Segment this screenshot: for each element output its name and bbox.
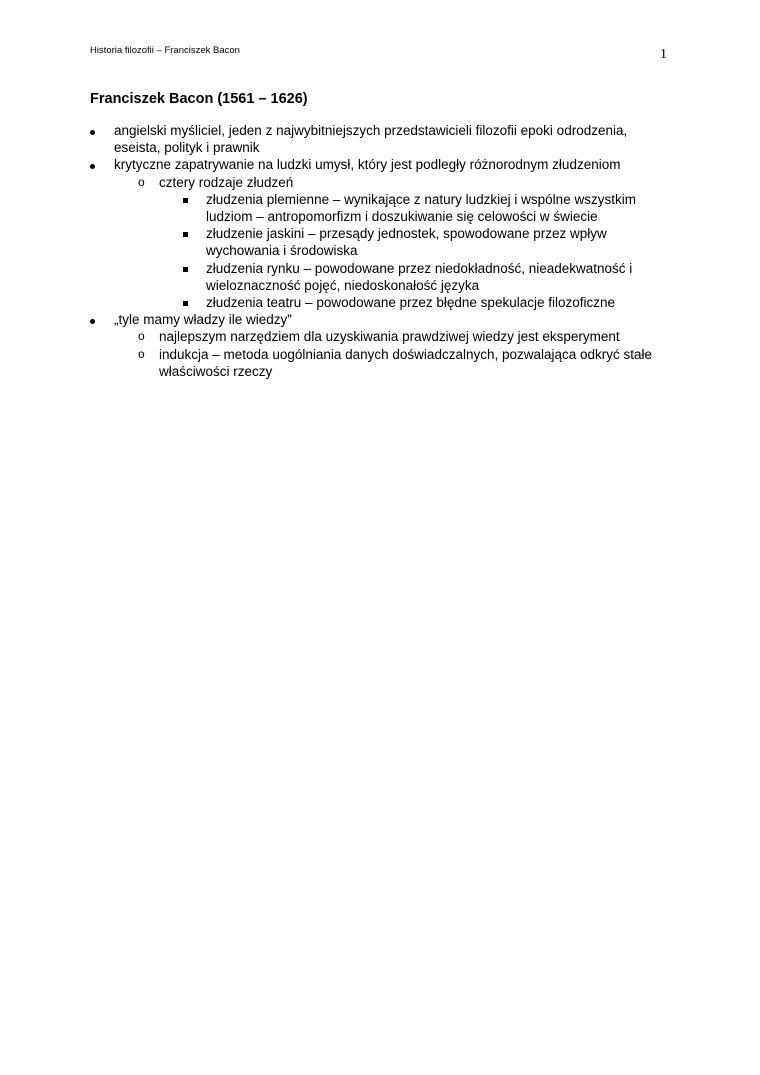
list-item-text: indukcja – metoda uogólniania danych doświadczalnych, pozwalająca odkryć stałe właściwości rzeczy: [159, 346, 653, 379]
list-item: [90, 156, 670, 173]
list-item-text: angielski myśliciel, jeden z najwybitniejszych przedstawicieli filozofii epoki odrodzenia, eseista, polityk i prawnik: [114, 123, 628, 156]
list-item-text: krytyczne zapatrywanie na ludzki umysł, który jest podległy różnorodnym złudzeniom: [114, 157, 621, 173]
list-item-text: złudzenia rynku – powodowane przez niedokładność, nieadekwatność i wieloznaczność pojęć, niedoskonałość języka: [206, 260, 633, 293]
list-item: [90, 328, 670, 345]
list-item-text: „tyle mamy władzy ile wiedzy”: [114, 312, 292, 328]
list-item-text: cztery rodzaje złudzeń: [159, 174, 294, 190]
bullet-icon: [90, 156, 100, 173]
list-item: [90, 294, 670, 311]
bullet-icon: [90, 311, 100, 328]
bullet-icon: [90, 122, 100, 139]
list-item: [90, 311, 670, 328]
list-item-text: złudzenia plemienne – wynikające z natury ludzkiej i wspólne wszystkim ludziom – antropomorfizm i doszukiwanie się celowości w świecie: [206, 191, 636, 225]
list-item-text: złudzenie jaskini – przesądy jednostek, spowodowane przez wpływ wychowania i środowiska: [206, 226, 607, 259]
circle-bullet-icon: o: [138, 329, 145, 344]
square-bullet-icon: [183, 198, 188, 203]
document-title: Franciszek Bacon (1561 – 1626): [90, 91, 308, 107]
page-number: 1: [660, 47, 667, 62]
circle-bullet-icon: o: [138, 174, 145, 189]
list-item: [90, 191, 670, 225]
circle-bullet-icon: o: [138, 346, 145, 361]
list-item: [90, 346, 670, 380]
square-bullet-icon: [183, 267, 188, 272]
outline-list: [90, 122, 670, 380]
square-bullet-icon: [183, 301, 188, 306]
list-item: [90, 225, 670, 259]
list-item: [90, 260, 670, 294]
list-item: [90, 174, 670, 191]
list-item-text: najlepszym narzędziem dla uzyskiwania prawdziwej wiedzy jest eksperyment: [159, 329, 620, 345]
list-item-text: złudzenia teatru – powodowane przez błędne spekulacje filozoficzne: [206, 295, 616, 311]
square-bullet-icon: [183, 232, 188, 237]
running-header: Historia filozofii – Franciszek Bacon: [90, 45, 240, 56]
document-body: [90, 122, 670, 380]
list-item: [90, 122, 670, 156]
